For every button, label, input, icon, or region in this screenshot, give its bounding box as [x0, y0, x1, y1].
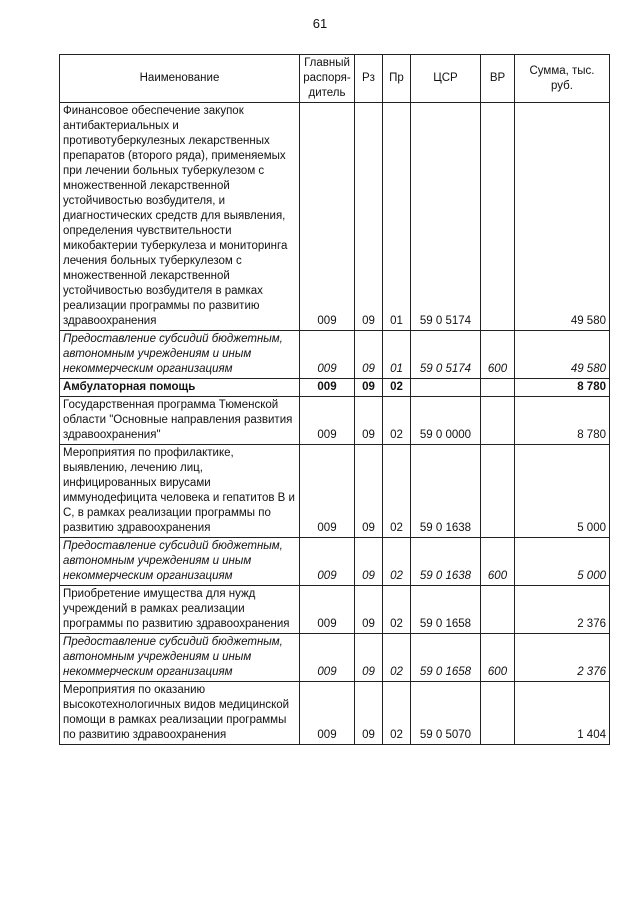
cell-grbs: 009	[300, 445, 355, 538]
cell-pr: 02	[383, 445, 411, 538]
cell-csr: 59 0 5070	[411, 682, 481, 745]
table-row	[60, 538, 610, 586]
cell-csr: 59 0 5174	[411, 103, 481, 331]
cell-name: Мероприятия по оказанию высокотехнологичных видов медицинской помощи в рамках реализации программы по развитию здравоохранения	[60, 682, 300, 745]
cell-sum: 5 000	[515, 538, 610, 586]
cell-pr: 02	[383, 397, 411, 445]
cell-vr: 600	[481, 538, 515, 586]
cell-grbs: 009	[300, 682, 355, 745]
cell-grbs: 009	[300, 634, 355, 682]
cell-sum: 8 780	[515, 379, 610, 397]
cell-sum: 2 376	[515, 634, 610, 682]
cell-vr	[481, 379, 515, 397]
cell-sum: 49 580	[515, 103, 610, 331]
cell-name	[60, 103, 300, 331]
col-header-sum: Сумма, тыс. руб.	[515, 55, 610, 103]
cell-csr	[411, 379, 481, 397]
table-row	[60, 445, 610, 538]
cell-vr: 600	[481, 331, 515, 379]
cell-sum: 49 580	[515, 331, 610, 379]
cell-vr	[481, 103, 515, 331]
cell-pr: 02	[383, 682, 411, 745]
cell-csr: 59 0 0000	[411, 397, 481, 445]
cell-vr	[481, 586, 515, 634]
table-row	[60, 682, 610, 745]
cell-name: Государственная программа Тюменской области "Основные направления развития здравоохранения"	[60, 397, 300, 445]
page-number: 61	[312, 16, 328, 31]
cell-rz: 09	[355, 634, 383, 682]
header-row	[60, 55, 610, 103]
col-header-rz: Рз	[355, 55, 383, 103]
cell-rz: 09	[355, 103, 383, 331]
table-row	[60, 103, 610, 331]
cell-sum: 5 000	[515, 445, 610, 538]
cell-pr: 02	[383, 634, 411, 682]
cell-pr: 01	[383, 103, 411, 331]
cell-grbs: 009	[300, 538, 355, 586]
cell-pr: 02	[383, 586, 411, 634]
table-row	[60, 634, 610, 682]
cell-csr: 59 0 1638	[411, 538, 481, 586]
cell-rz: 09	[355, 682, 383, 745]
cell-rz: 09	[355, 397, 383, 445]
cell-grbs: 009	[300, 379, 355, 397]
table-row	[60, 397, 610, 445]
cell-csr: 59 0 5174	[411, 331, 481, 379]
cell-vr	[481, 682, 515, 745]
budget-table	[59, 54, 610, 745]
cell-sum: 2 376	[515, 586, 610, 634]
cell-sum: 1 404	[515, 682, 610, 745]
col-header-name: Наименование	[60, 55, 300, 103]
cell-rz: 09	[355, 379, 383, 397]
cell-rz: 09	[355, 331, 383, 379]
cell-vr	[481, 397, 515, 445]
cell-name: Мероприятия по профилактике, выявлению, лечению лиц, инфицированных вирусами иммунодефицита человека и гепатитов В и С, в рамках реализации программы по развитию здравоохранения	[60, 445, 300, 538]
cell-grbs: 009	[300, 397, 355, 445]
cell-vr: 600	[481, 634, 515, 682]
cell-vr	[481, 445, 515, 538]
cell-name: Амбулаторная помощь	[60, 379, 300, 397]
col-header-grbs: Главный распоря-дитель	[300, 55, 355, 103]
table-row	[60, 331, 610, 379]
cell-name: Приобретение имущества для нужд учреждений в рамках реализации программы по развитию здравоохранения	[60, 586, 300, 634]
cell-name: Предоставление субсидий бюджетным, автономным учреждениям и иным некоммерческим организациям	[60, 538, 300, 586]
cell-csr: 59 0 1658	[411, 586, 481, 634]
col-header-vr: ВР	[481, 55, 515, 103]
cell-sum: 8 780	[515, 397, 610, 445]
cell-csr: 59 0 1658	[411, 634, 481, 682]
cell-grbs: 009	[300, 103, 355, 331]
cell-rz: 09	[355, 445, 383, 538]
col-header-pr: Пр	[383, 55, 411, 103]
cell-pr: 01	[383, 331, 411, 379]
cell-grbs: 009	[300, 331, 355, 379]
cell-csr: 59 0 1638	[411, 445, 481, 538]
table-row	[60, 379, 610, 397]
cell-pr: 02	[383, 538, 411, 586]
row-name-text: Финансовое обеспечение закупок антибактериальных и противотуберкулезных лекарственных препаратов (второго ряда), применяемых при лечении больных туберкулезом с множественной лекарственной устойчивостью возбудителя, и диагностических средств для выявления, определения чувствительности микобактерии туберкулеза и мониторинга лечения больных туберкулезом с множественной лекарственной устойчивостью возбудителя в рамках реализации программы по развитию здравоохранения	[63, 105, 288, 327]
cell-rz: 09	[355, 538, 383, 586]
cell-name: Предоставление субсидий бюджетным, автономным учреждениям и иным некоммерческим организациям	[60, 634, 300, 682]
cell-name: Предоставление субсидий бюджетным, автономным учреждениям и иным некоммерческим организациям	[60, 331, 300, 379]
cell-grbs: 009	[300, 586, 355, 634]
col-header-csr: ЦСР	[411, 55, 481, 103]
table-row	[60, 586, 610, 634]
cell-rz: 09	[355, 586, 383, 634]
cell-pr: 02	[383, 379, 411, 397]
